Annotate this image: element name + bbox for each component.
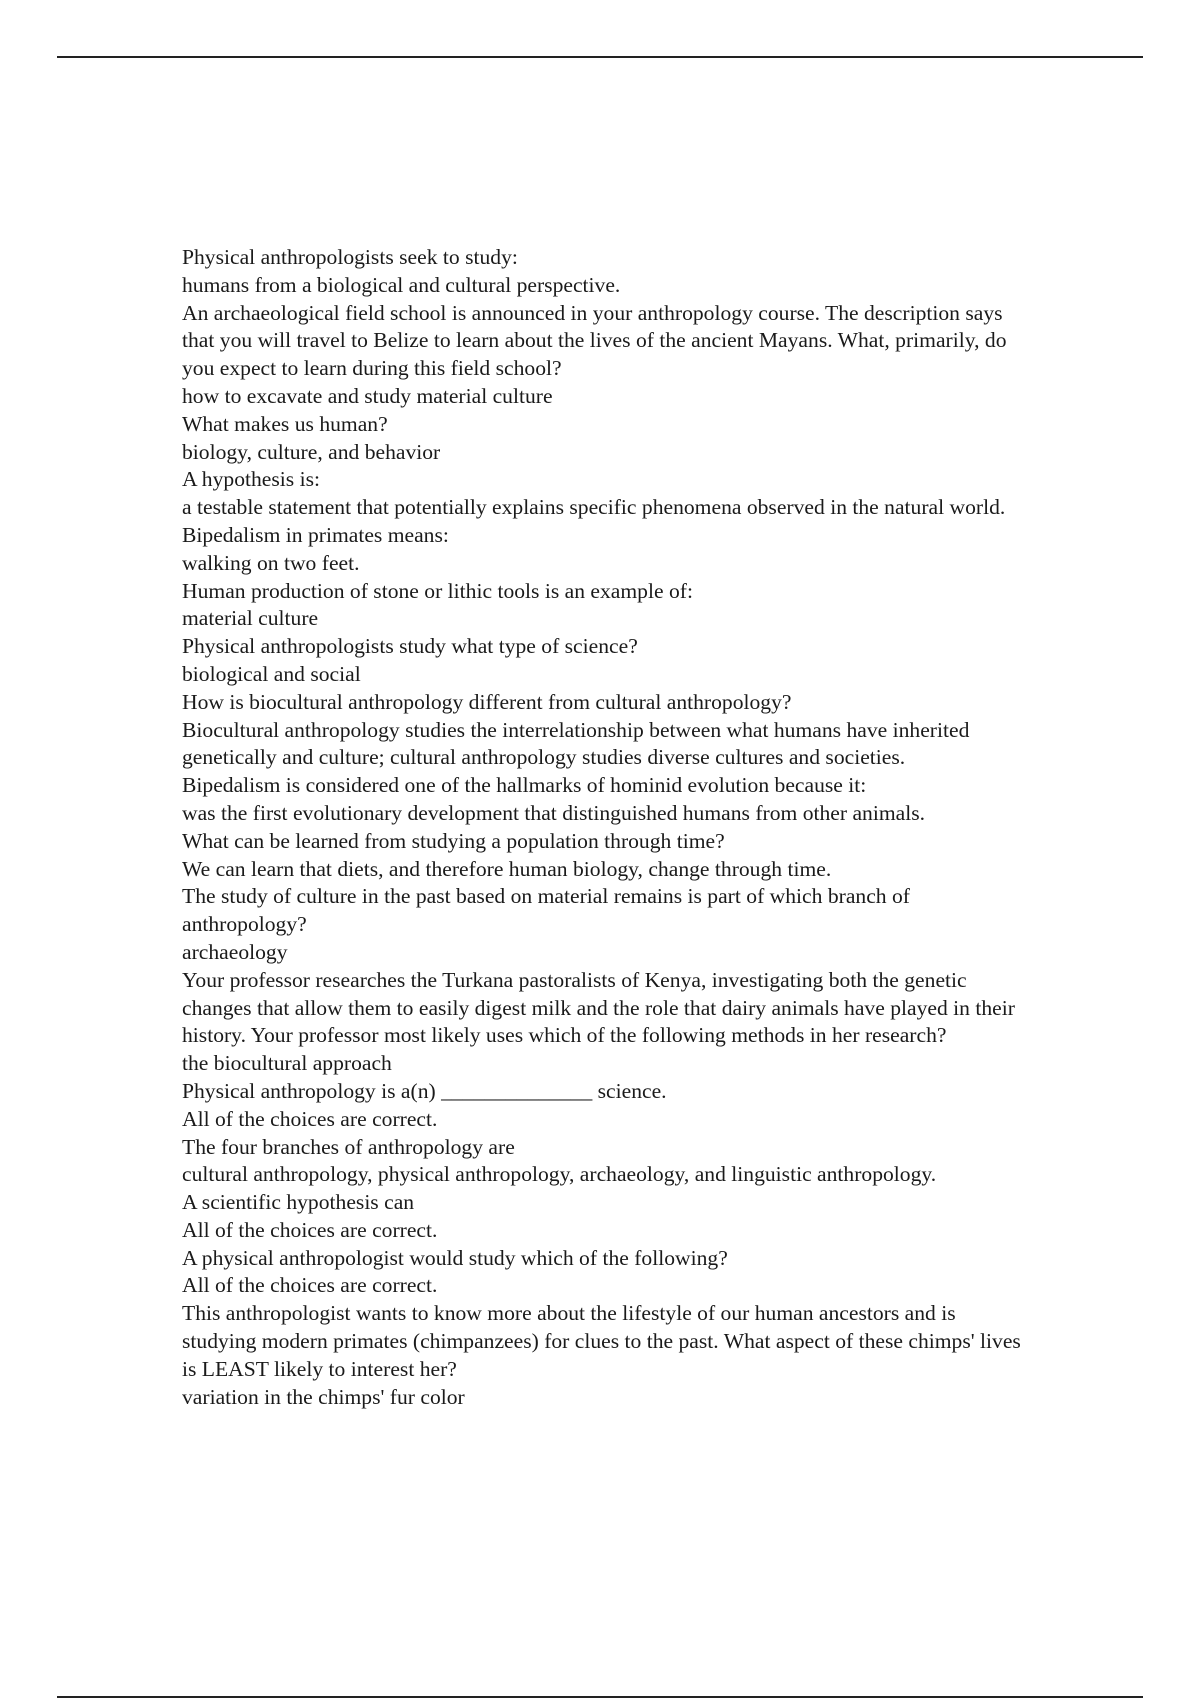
question-10: What can be learned from studying a population through time? bbox=[182, 828, 725, 853]
question-4: A hypothesis is: bbox=[182, 467, 320, 492]
question-7: Physical anthropologists study what type of science? bbox=[182, 634, 638, 659]
answer-14: cultural anthropology, physical anthropology, archaeology, and linguistic anthropology. bbox=[182, 1162, 937, 1187]
question-1: Physical anthropologists seek to study: bbox=[182, 245, 518, 269]
answer-1: humans from a biological and cultural perspective. bbox=[182, 272, 621, 297]
answer-2: how to excavate and study material culture bbox=[182, 383, 553, 408]
question-2: An archaeological field school is announced in your anthropology course. The description says that you will travel to Belize to learn about the lives of the ancient Mayans. What, primarily, do you expect to learn during this field school? bbox=[182, 300, 1007, 381]
answer-15: All of the choices are correct. bbox=[182, 1217, 438, 1242]
top-rule bbox=[57, 56, 1143, 58]
answer-17: variation in the chimps' fur color bbox=[182, 1384, 465, 1409]
question-6: Human production of stone or lithic tools is an example of: bbox=[182, 578, 693, 603]
answer-13: All of the choices are correct. bbox=[182, 1106, 438, 1131]
question-11: The study of culture in the past based on material remains is part of which branch of anthropology? bbox=[182, 884, 910, 937]
bottom-rule bbox=[57, 1696, 1143, 1698]
question-3: What makes us human? bbox=[182, 411, 388, 436]
answer-7: biological and social bbox=[182, 661, 361, 686]
question-14: The four branches of anthropology are bbox=[182, 1134, 515, 1159]
answer-3: biology, culture, and behavior bbox=[182, 439, 441, 464]
question-9: Bipedalism is considered one of the hallmarks of hominid evolution because it: bbox=[182, 773, 867, 798]
question-16: A physical anthropologist would study which of the following? bbox=[182, 1245, 728, 1270]
question-5: Bipedalism in primates means: bbox=[182, 522, 449, 547]
answer-9: was the first evolutionary development that distinguished humans from other animals. bbox=[182, 800, 926, 825]
answer-10: We can learn that diets, and therefore human biology, change through time. bbox=[182, 856, 832, 881]
question-15: A scientific hypothesis can bbox=[182, 1190, 415, 1215]
answer-8: Biocultural anthropology studies the interrelationship between what humans have inherited genetically and culture; cultural anthropology studies diverse cultures and societies. bbox=[182, 717, 970, 770]
question-13: Physical anthropology is a(n) ______________ science. bbox=[182, 1078, 667, 1103]
question-17: This anthropologist wants to know more about the lifestyle of our human ancestors and is studying modern primates (chimpanzees) for clues to the past. What aspect of these chimps' lives is LEAST likely to interest her? bbox=[182, 1301, 1021, 1381]
answer-16: All of the choices are correct. bbox=[182, 1273, 438, 1298]
question-12: Your professor researches the Turkana pastoralists of Kenya, investigating both the genetic changes that allow them to easily digest milk and the role that dairy animals have played in their history. Your professor most likely uses which of the following methods in her research? bbox=[182, 967, 1015, 1048]
answer-6: material culture bbox=[182, 606, 319, 631]
answer-11: archaeology bbox=[182, 939, 288, 964]
answer-4: a testable statement that potentially explains specific phenomena observed in the natural world. bbox=[182, 495, 1006, 520]
document-body bbox=[182, 244, 1032, 1411]
answer-12: the biocultural approach bbox=[182, 1051, 392, 1076]
question-8: How is biocultural anthropology different from cultural anthropology? bbox=[182, 689, 792, 714]
answer-5: walking on two feet. bbox=[182, 550, 360, 575]
